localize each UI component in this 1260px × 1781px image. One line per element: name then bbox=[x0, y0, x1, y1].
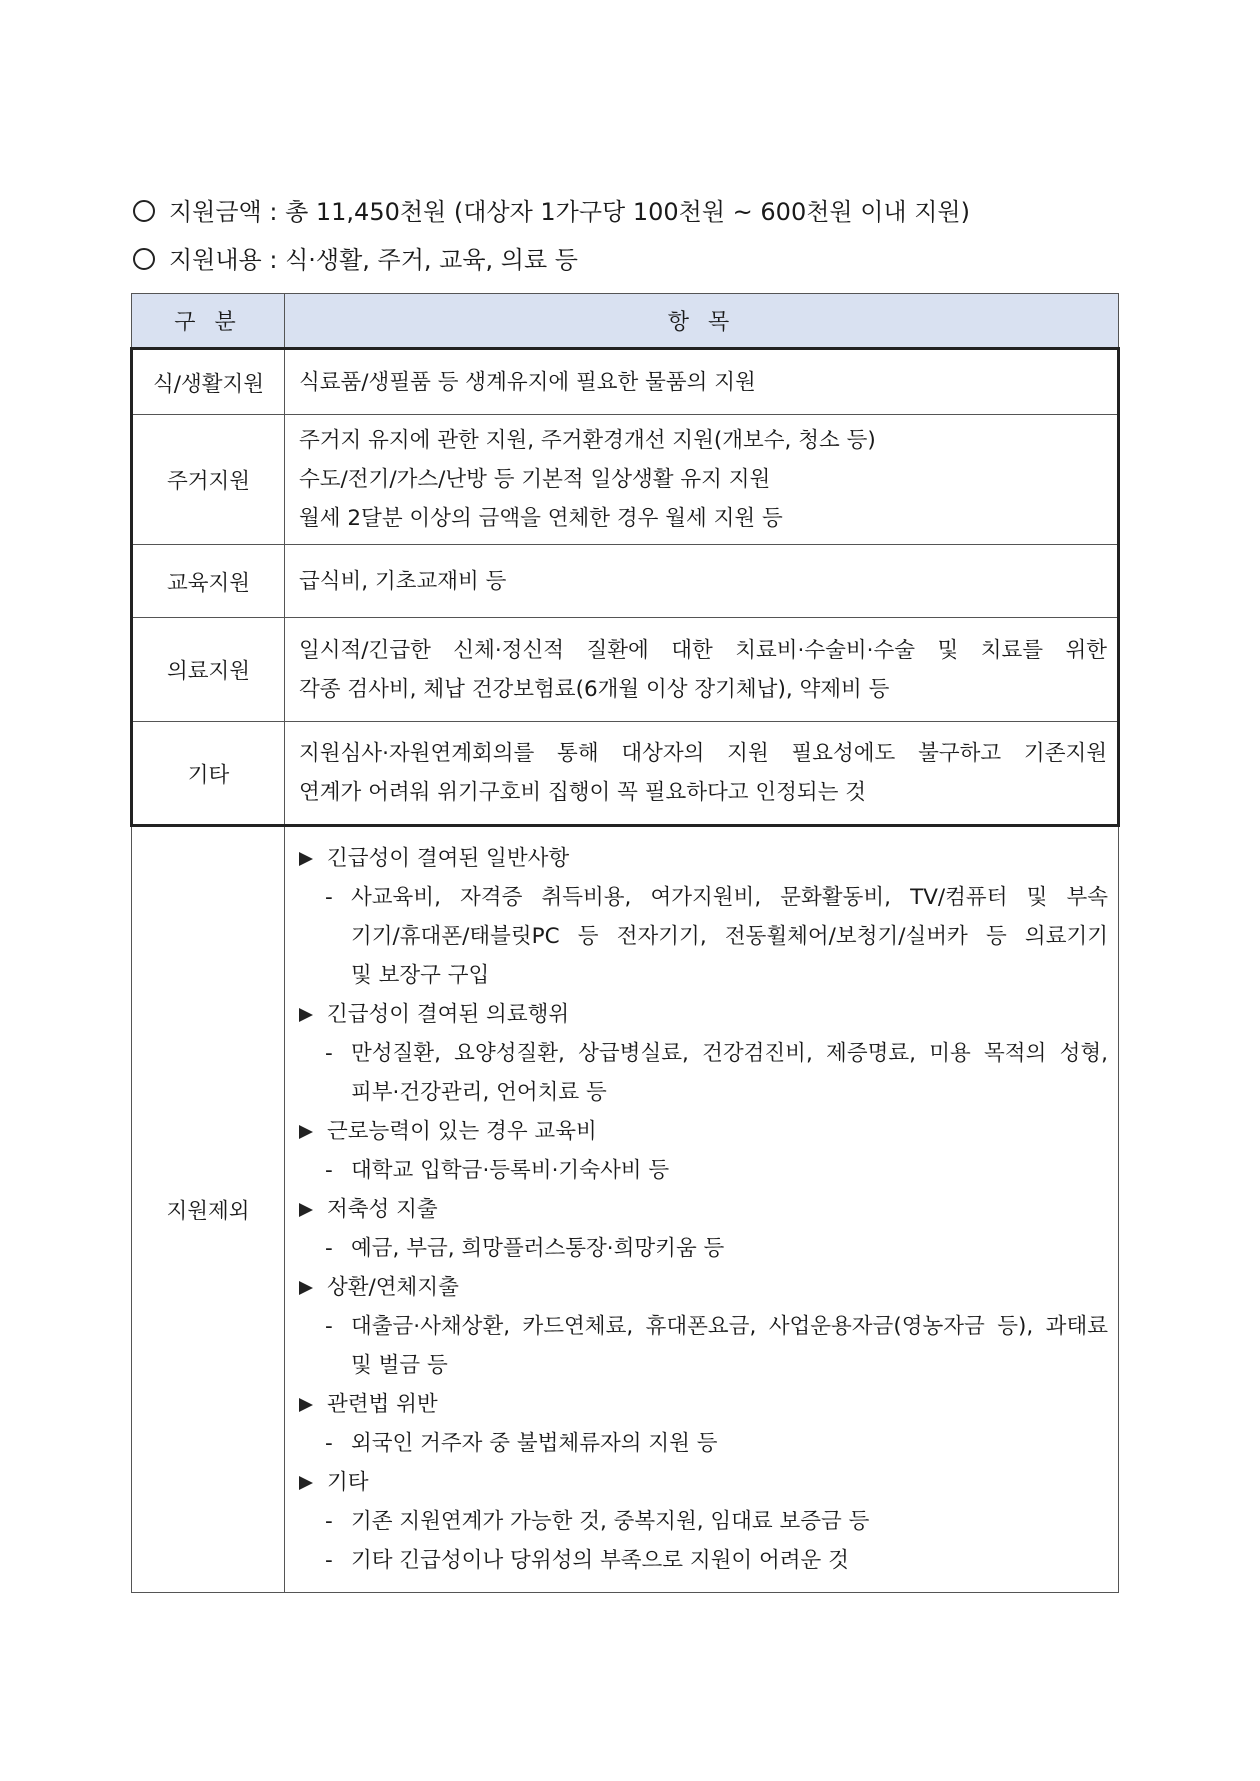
row-category: 기타 bbox=[132, 722, 285, 826]
triangle-bullet-icon bbox=[299, 1398, 313, 1412]
item-line: 사교육비, 자격증 취득비용, 여가지원비, 문화활동비, TV/컴퓨터 및 부속 bbox=[351, 885, 1108, 910]
circle-bullet-icon bbox=[133, 200, 155, 222]
group-head-text: 근로능력이 있는 경우 교육비 bbox=[327, 1119, 597, 1144]
item-line: 기타 긴급성이나 당위성의 부족으로 지원이 어려운 것 bbox=[351, 1548, 849, 1573]
row-line: 일시적/긴급한 신체·정신적 질환에 대한 치료비·수술비·수술 및 치료를 위한 bbox=[299, 637, 1107, 663]
triangle-bullet-icon bbox=[299, 1008, 313, 1022]
group-head-text: 관련법 위반 bbox=[327, 1392, 438, 1417]
row-category: 주거지원 bbox=[132, 415, 285, 545]
header-items: 항 목 bbox=[285, 294, 1119, 349]
item-line: 기기/휴대폰/태블릿PC 등 전자기기, 전동휠체어/보청기/실버카 등 의료기기 bbox=[351, 924, 1108, 949]
item-line: 만성질환, 요양성질환, 상급병실료, 건강검진비, 제증명료, 미용 목적의 성형, bbox=[351, 1041, 1108, 1066]
item-line: 기존 지원연계가 가능한 것, 중복지원, 임대료 보증금 등 bbox=[351, 1509, 870, 1534]
row-category: 지원제외 bbox=[132, 826, 285, 1593]
item-line: 및 보장구 구입 bbox=[351, 963, 490, 988]
row-content bbox=[285, 349, 1119, 415]
row-line: 주거지 유지에 관한 지원, 주거환경개선 지원(개보수, 청소 등) bbox=[299, 428, 876, 453]
group-head-text: 저축성 지출 bbox=[327, 1197, 438, 1222]
triangle-bullet-icon bbox=[299, 1203, 313, 1217]
table-row bbox=[132, 415, 1119, 545]
intro-content-text: 지원내용 : 식·생활, 주거, 교육, 의료 등 bbox=[169, 246, 578, 274]
exclusion-item: - 대학교 입학금·등록비·기숙사비 등 bbox=[299, 1151, 1108, 1190]
exclusion-item: - 기존 지원연계가 가능한 것, 중복지원, 임대료 보증금 등 bbox=[299, 1502, 1108, 1541]
support-table bbox=[130, 293, 1120, 1593]
exclusion-group-head bbox=[299, 1385, 1108, 1424]
exclusion-item: - 대출금·사채상환, 카드연체료, 휴대폰요금, 사업운용자금(영농자금 등), 과태료 및 벌금 등 bbox=[299, 1307, 1108, 1385]
exclusion-group-head bbox=[299, 1112, 1108, 1151]
exclusion-group-head bbox=[299, 995, 1108, 1034]
exclusion-group-head bbox=[299, 1463, 1108, 1502]
exclusion-item: - 기타 긴급성이나 당위성의 부족으로 지원이 어려운 것 bbox=[299, 1541, 1108, 1580]
exclusion-list bbox=[285, 826, 1119, 1593]
item-line: 및 벌금 등 bbox=[351, 1353, 448, 1378]
table-row bbox=[132, 545, 1119, 618]
row-line: 연계가 어려워 위기구호비 집행이 꼭 필요하다고 인정되는 것 bbox=[299, 780, 867, 805]
row-content bbox=[285, 545, 1119, 618]
circle-bullet-icon bbox=[133, 248, 155, 270]
item-line: 외국인 거주자 중 불법체류자의 지원 등 bbox=[351, 1431, 718, 1456]
group-head-text: 상환/연체지출 bbox=[327, 1275, 459, 1300]
exclusion-group-head bbox=[299, 1190, 1108, 1229]
row-line: 월세 2달분 이상의 금액을 연체한 경우 월세 지원 등 bbox=[299, 506, 783, 531]
triangle-bullet-icon bbox=[299, 1281, 313, 1295]
exclusion-item: - 예금, 부금, 희망플러스통장·희망키움 등 bbox=[299, 1229, 1108, 1268]
group-head-text: 긴급성이 결여된 일반사항 bbox=[327, 846, 570, 871]
row-line: 급식비, 기초교재비 등 bbox=[299, 568, 507, 594]
group-head-text: 기타 bbox=[327, 1470, 369, 1495]
row-category: 식/생활지원 bbox=[132, 349, 285, 415]
exclusion-item: - 사교육비, 자격증 취득비용, 여가지원비, 문화활동비, TV/컴퓨터 및 부속 기기/휴대폰/태블릿PC 등 전자기기, 전동휠체어/보청기/실버카 등 의료기기 및 보장구 구입 bbox=[299, 878, 1108, 995]
row-content bbox=[285, 618, 1119, 722]
triangle-bullet-icon bbox=[299, 1476, 313, 1490]
exclusion-item: - 만성질환, 요양성질환, 상급병실료, 건강검진비, 제증명료, 미용 목적의 성형, 피부·건강관리, 언어치료 등 bbox=[299, 1034, 1108, 1112]
intro-amount-line bbox=[133, 197, 970, 227]
table-row bbox=[132, 722, 1119, 826]
table-row bbox=[132, 618, 1119, 722]
row-line: 지원심사·자원연계회의를 통해 대상자의 지원 필요성에도 불구하고 기존지원 bbox=[299, 741, 1107, 766]
exclusion-group-head bbox=[299, 839, 1108, 878]
row-category: 교육지원 bbox=[132, 545, 285, 618]
triangle-bullet-icon bbox=[299, 1125, 313, 1139]
table-row-exclusion bbox=[132, 826, 1119, 1593]
triangle-bullet-icon bbox=[299, 852, 313, 866]
row-content bbox=[285, 415, 1119, 545]
intro-amount-text: 지원금액 : 총 11,450천원 (대상자 1가구당 100천원 ~ 600천원 이내 지원) bbox=[169, 198, 970, 226]
header-category: 구 분 bbox=[132, 294, 285, 349]
table-header-row bbox=[132, 294, 1119, 349]
group-head-text: 긴급성이 결여된 의료행위 bbox=[327, 1002, 570, 1027]
exclusion-group-head bbox=[299, 1268, 1108, 1307]
exclusion-item: - 외국인 거주자 중 불법체류자의 지원 등 bbox=[299, 1424, 1108, 1463]
row-category: 의료지원 bbox=[132, 618, 285, 722]
item-line: 대출금·사채상환, 카드연체료, 휴대폰요금, 사업운용자금(영농자금 등), 과태료 bbox=[351, 1314, 1108, 1339]
item-line: 피부·건강관리, 언어치료 등 bbox=[351, 1080, 607, 1105]
table-row bbox=[132, 349, 1119, 415]
row-line: 각종 검사비, 체납 건강보험료(6개월 이상 장기체납), 약제비 등 bbox=[299, 676, 890, 702]
intro-content-line bbox=[133, 245, 578, 275]
row-content bbox=[285, 722, 1119, 826]
row-line: 식료품/생필품 등 생계유지에 필요한 물품의 지원 bbox=[299, 369, 756, 395]
item-line: 대학교 입학금·등록비·기숙사비 등 bbox=[351, 1158, 670, 1183]
row-line: 수도/전기/가스/난방 등 기본적 일상생활 유지 지원 bbox=[299, 467, 771, 492]
item-line: 예금, 부금, 희망플러스통장·희망키움 등 bbox=[351, 1236, 725, 1261]
